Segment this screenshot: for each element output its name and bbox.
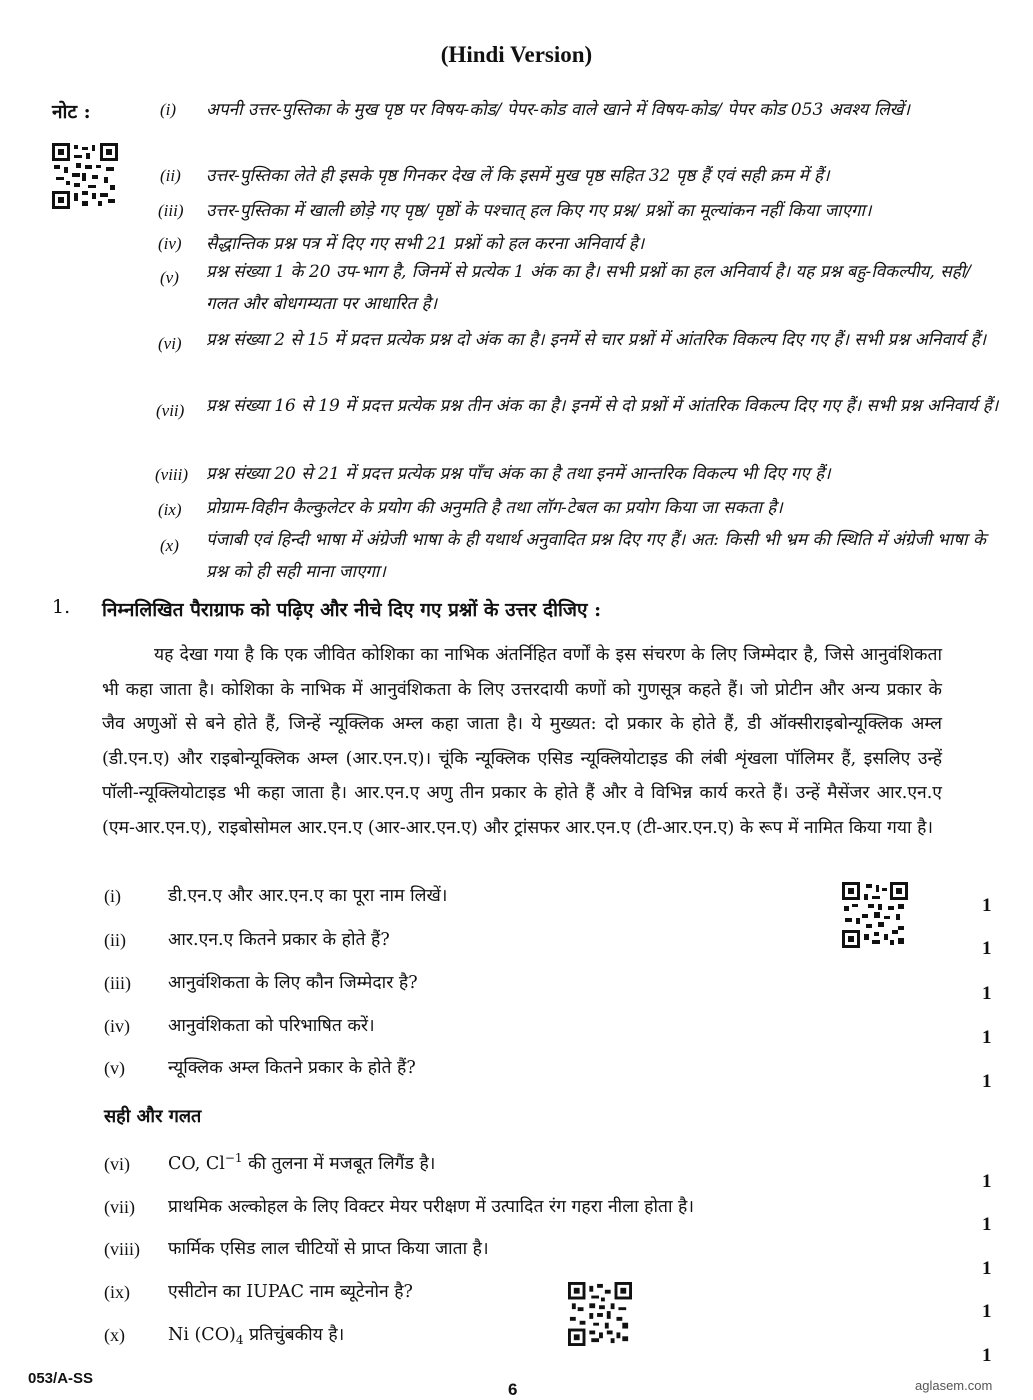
marks-value: 1: [982, 1345, 992, 1366]
note-number: (viii): [155, 465, 189, 484]
subquestion-text: आर.एन.ए कितने प्रकार के होते हैं?: [168, 930, 390, 950]
qr-code-icon: [842, 882, 908, 948]
subquestion-text: [168, 1322, 344, 1347]
note-text: प्रश्न संख्या 16 से 19 में प्रदत्त प्रत्येक प्रश्न तीन अंक का है। इनमें से दो प्रश्नों में आंतरिक विकल्प दिए गए हैं। सभी प्रश्न अनिवार्य हैं।: [206, 396, 999, 416]
subquestion-text-rest: प्रतिचुंबकीय है।: [243, 1325, 345, 1345]
note-text: अपनी उत्तर-पुस्तिका के मुख पृष्ठ पर विषय-कोड/ पेपर-कोड वाले खाने में विषय-कोड/ पेपर कोड 053 अवश्य लिखें।: [206, 100, 910, 120]
marks-value: 1: [982, 938, 992, 959]
marks-value: 1: [982, 1214, 992, 1235]
subquestion-number: (vii): [104, 1197, 135, 1217]
note-number: (vi): [158, 334, 182, 353]
subquestion-number: (i): [104, 886, 121, 906]
subquestion-number: (iii): [104, 973, 131, 993]
qr-code-icon: [52, 143, 118, 209]
note-text: प्रोग्राम-विहीन कैल्कुलेटर के प्रयोग की अनुमति है तथा लॉग-टेबल का प्रयोग किया जा सकता है।: [206, 498, 783, 518]
comprehension-paragraph: यह देखा गया है कि एक जीवित कोशिका का नाभिक अंतर्निहित वर्णों के इस संचरण के लिए जिम्मेदार है, जिसे आनुवंशिकता भी कहा जाता है। कोशिका के नाभिक में आनुवंशिकता के लिए उत्तरदायी कणों को गुणसूत्र कहते हैं। जो प्रोटीन और अन्य प्रकार के जैव अणुओं से बने होते हैं, जिन्हें न्यूक्लिक अम्ल कहा जाता है। ये मुख्यत: दो प्रकार के होते हैं, डी ऑक्सीराइबोन्यूक्लिक अम्ल (डी.एन.ए) और राइबोन्यूक्लिक अम्ल (आर.एन.ए)। चूंकि न्यूक्लिक एसिड न्यूक्लियोटाइड की लंबी शृंखला पॉलिमर हैं, इसलिए उन्हें पॉली-न्यूक्लियोटाइड भी कहा जाता है। आर.एन.ए अणु तीन प्रकार के होते हैं और वे विभिन्न कार्य करते हैं। उन्हें मैसेंजर आर.एन.ए (एम-आर.एन.ए), राइबोसोमल आर.एन.ए (आर-आर.एन.ए) और ट्रांसफर आर.एन.ए (टी-आर.एन.ए) के रूप में नामित किया गया है।: [102, 645, 942, 838]
formula-text: CO, Cl: [168, 1154, 225, 1174]
note-number: (x): [160, 536, 179, 555]
note-text: प्रश्न संख्या 20 से 21 में प्रदत्त प्रत्येक प्रश्न पाँच अंक का है तथा इनमें आन्तरिक विकल्प भी दिए गए हैं।: [206, 464, 831, 484]
subquestion-text-rest: की तुलना में मजबूत लिगैंड है।: [242, 1154, 436, 1174]
note-text: उत्तर-पुस्तिका लेते ही इसके पृष्ठ गिनकर देख लें कि इसमें मुख पृष्ठ सहित 32 पृष्ठ हैं एवं सही क्रम में हैं।: [206, 166, 830, 186]
note-text: उत्तर-पुस्तिका में खाली छोड़े गए पृष्ठ/ पृष्ठों के पश्चात् हल किए गए प्रश्न/ प्रश्नों का मूल्यांकन नहीं किया जाएगा।: [206, 201, 872, 221]
note-number: (iii): [158, 201, 184, 220]
marks-value: 1: [982, 1071, 992, 1092]
formula-text: Ni (CO): [168, 1325, 236, 1345]
note-text: सैद्धान्तिक प्रश्न पत्र में दिए गए सभी 21 प्रश्नों को हल करना अनिवार्य है।: [206, 234, 645, 254]
subquestion-text: [168, 1151, 435, 1175]
subscript: 4: [235, 1333, 244, 1347]
note-number: (ix): [158, 500, 182, 519]
subquestion-text: प्राथमिक अल्कोहल के लिए विक्टर मेयर परीक्षण में उत्पादित रंग गहरा नीला होता है।: [168, 1197, 694, 1217]
marks-value: 1: [982, 895, 992, 916]
marks-value: 1: [982, 1171, 992, 1192]
paper-code: 053/A-SS: [28, 1370, 94, 1387]
site-watermark: aglasem.com: [915, 1378, 993, 1393]
note-number: (vii): [156, 401, 185, 420]
page-title: (Hindi Version): [440, 42, 593, 67]
subquestion-text: न्यूक्लिक अम्ल कितने प्रकार के होते हैं?: [168, 1058, 416, 1078]
superscript: −1: [224, 1151, 243, 1165]
subquestion-number: (viii): [104, 1239, 140, 1259]
subquestion-number: (vi): [104, 1154, 130, 1174]
subquestion-number: (iv): [104, 1016, 130, 1036]
subquestion-number: (x): [104, 1325, 125, 1345]
question-number: 1.: [52, 596, 71, 618]
qr-code-icon: [568, 1282, 632, 1346]
note-label: नोट :: [52, 101, 91, 123]
question-heading: निम्नलिखित पैराग्राफ को पढ़िए और नीचे दिए गए प्रश्नों के उत्तर दीजिए :: [102, 599, 602, 621]
marks-value: 1: [982, 983, 992, 1004]
subquestion-text: फार्मिक एसिड लाल चीटियों से प्राप्त किया जाता है।: [168, 1239, 489, 1259]
subquestion-number: (ix): [104, 1282, 130, 1302]
subquestion-text: डी.एन.ए और आर.एन.ए का पूरा नाम लिखें।: [168, 886, 448, 906]
section-heading: सही और गलत: [104, 1106, 202, 1127]
subquestion-text: आनुवंशिकता के लिए कौन जिम्मेदार है?: [168, 973, 418, 993]
note-number: (i): [160, 100, 177, 119]
note-number: (ii): [160, 166, 181, 185]
subquestion-text: आनुवंशिकता को परिभाषित करें।: [168, 1016, 375, 1036]
note-number: (iv): [158, 234, 182, 253]
note-text: पंजाबी एवं हिन्दी भाषा में अंग्रेजी भाषा के ही यथार्थ अनुवादित प्रश्न दिए गए हैं। अत: किसी भी भ्रम की स्थिति में अंग्रेजी भाषा के प्रश्न को ही सही माना जाएगा।: [206, 530, 986, 582]
subquestion-text: एसीटोन का IUPAC नाम ब्यूटेनोन है?: [168, 1282, 413, 1302]
marks-value: 1: [982, 1258, 992, 1279]
subquestion-number: (v): [104, 1058, 125, 1078]
page-number: 6: [508, 1380, 518, 1399]
marks-value: 1: [982, 1027, 992, 1048]
note-number: (v): [160, 268, 179, 287]
note-text: प्रश्न संख्या 2 से 15 में प्रदत्त प्रत्येक प्रश्न दो अंक का है। इनमें से चार प्रश्नों में आंतरिक विकल्प दिए गए हैं। सभी प्रश्न अनिवार्य हैं।: [206, 330, 987, 350]
marks-value: 1: [982, 1301, 992, 1322]
subquestion-number: (ii): [104, 930, 126, 950]
note-text: प्रश्न संख्या 1 के 20 उप-भाग है, जिनमें से प्रत्येक 1 अंक का है। सभी प्रश्नों का हल अनिवार्य है। यह प्रश्न बहु-विकल्पीय, सही/गलत और बोधगम्यता पर आधारित है।: [206, 262, 971, 314]
